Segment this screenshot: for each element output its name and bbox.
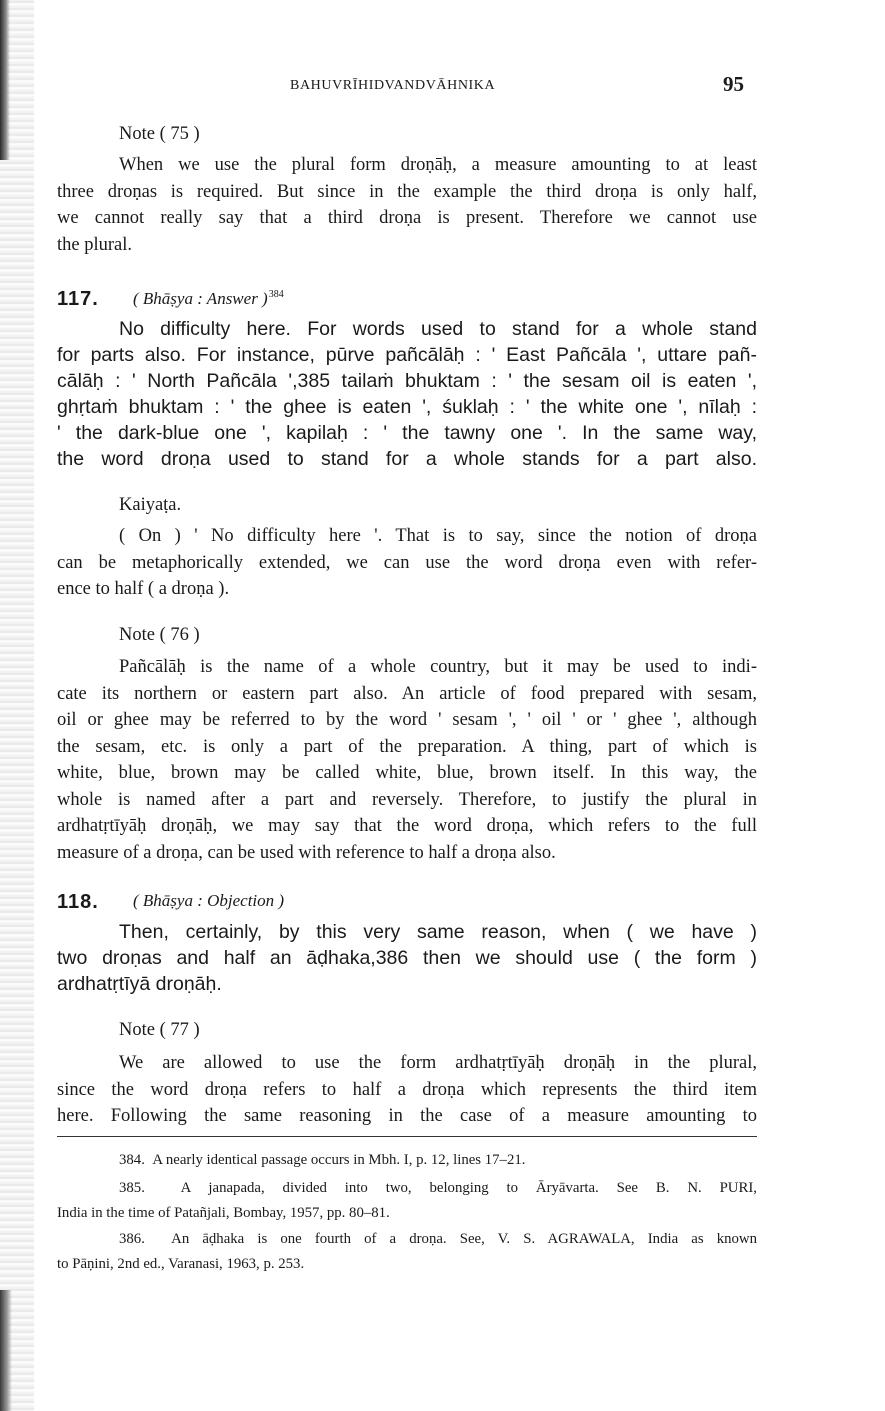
scan-edge-dark-top [0, 0, 10, 160]
footnote-line [57, 1227, 757, 1252]
section-118-number: 118. [57, 891, 99, 913]
footnote-385 [57, 1176, 757, 1225]
note-77-label: Note ( 77 ) [119, 1020, 200, 1040]
note-77-body [57, 1050, 757, 1130]
page-number: 95 [723, 72, 744, 96]
footnote-384 [57, 1148, 757, 1173]
section-117-heading [133, 289, 284, 309]
text-line: for parts also. For instance, pūrve pañcālāḥ : ' East Pañcāla ', uttare pañ- [57, 344, 757, 366]
text-line: the sesam, etc. is only a part of the preparation. A thing, part of which is [57, 736, 757, 757]
section-117-number: 117. [57, 288, 99, 310]
note-75-label: Note ( 75 ) [119, 124, 200, 144]
note-75-body [57, 152, 757, 258]
footnote-line [57, 1148, 757, 1173]
text-line: ardhatṛtīyāḥ droṇāḥ, we may say that the word droṇa, which refers to the full [57, 816, 757, 836]
scan-edge-dark-bottom [0, 1290, 12, 1411]
text-line: No difficulty here. For words used to stand for a whole stand [119, 318, 757, 340]
text-line: the word droṇa used to stand for a whole stands for a part also. [57, 448, 757, 470]
footnote-ref-384: 384 [268, 289, 284, 300]
footnote-text: An āḍhaka is one fourth of a droṇa. See, V. S. AGRAWALA, India as known [171, 1231, 757, 1247]
text-line: whole is named after a part and reversely. Therefore, to justify the plural in [57, 789, 757, 810]
note-76-body [57, 654, 757, 866]
text-line: measure of a droṇa, can be used with reference to half a droṇa also. [57, 842, 556, 863]
text-line: white, blue, brown may be called white, blue, brown itself. In this way, the [57, 763, 757, 783]
text-line: since the word droṇa refers to half a droṇa which represents the third item [57, 1079, 757, 1100]
text-line: We are allowed to use the form ardhatṛtīyāḥ droṇāḥ in the plural, [119, 1053, 757, 1073]
text-line: the plural. [57, 234, 133, 255]
footnote-number: 386. [119, 1231, 145, 1247]
text-line: Then, certainly, by this very same reason, when ( we have ) [119, 921, 757, 943]
footnote-386 [57, 1227, 757, 1276]
text-line: cālāḥ : ' North Pañcāla ',385 tailaṁ bhuktam : ' the sesam oil is eaten ', [57, 370, 757, 392]
text-line: Pañcālāḥ is the name of a whole country, but it may be used to indi- [119, 657, 757, 677]
text-line: ardhatṛtīyā droṇāḥ. [57, 973, 222, 995]
footnote-line: to Pāṇini, 2nd ed., Varanasi, 1963, p. 253. [57, 1255, 305, 1272]
running-head: BAHUVRĪHIDVANDVĀHNIKA [290, 78, 496, 93]
kaiyata-label: Kaiyaṭa. [119, 495, 182, 515]
text-line: ' the dark-blue one ', kapilaḥ : ' the tawny one '. In the same way, [57, 422, 757, 444]
kaiyata-body [57, 523, 757, 603]
text-line: cate its northern or eastern part also. An article of food prepared with sesam, [57, 683, 757, 704]
section-117-heading-text: ( Bhāṣya : Answer ) [133, 289, 268, 308]
section-117-body [57, 316, 757, 472]
footnote-line [57, 1176, 757, 1201]
note-76-label: Note ( 76 ) [119, 625, 200, 645]
scan-edge-shadow [0, 0, 34, 1411]
footnote-text: A janapada, divided into two, belonging to Āryāvarta. See B. N. PURI, [180, 1180, 757, 1196]
text-line: we cannot really say that a third droṇa is present. Therefore we cannot use [57, 208, 757, 228]
footnote-text: A nearly identical passage occurs in Mbh. I, p. 12, lines 17–21. [152, 1152, 526, 1168]
footnote-line: India in the time of Patañjali, Bombay, 1957, pp. 80–81. [57, 1204, 390, 1221]
text-line: three droṇas is required. But since in the example the third droṇa is only half, [57, 181, 757, 202]
text-line: two droṇas and half an āḍhaka,386 then we should use ( the form ) [57, 947, 757, 969]
footnote-number: 384. [119, 1152, 145, 1168]
text-line: ghṛtaṁ bhuktam : ' the ghee is eaten ', śuklaḥ : ' the white one ', nīlaḥ : [57, 396, 757, 418]
section-118-body [57, 919, 757, 997]
section-118-heading: ( Bhāṣya : Objection ) [133, 891, 285, 910]
text-line: can be metaphorically extended, we can use the word droṇa even with refer- [57, 552, 757, 573]
text-line: here. Following the same reasoning in the case of a measure amounting to [57, 1106, 757, 1126]
text-line: ( On ) ' No difficulty here '. That is to say, since the notion of droṇa [119, 526, 757, 546]
text-line: oil or ghee may be referred to by the word ' sesam ', ' oil ' or ' ghee ', although [57, 710, 757, 730]
footnote-divider [57, 1136, 757, 1137]
text-line: When we use the plural form droṇāḥ, a measure amounting to at least [119, 155, 757, 175]
text-line: ence to half ( a droṇa ). [57, 579, 230, 599]
footnote-number: 385. [119, 1180, 145, 1196]
